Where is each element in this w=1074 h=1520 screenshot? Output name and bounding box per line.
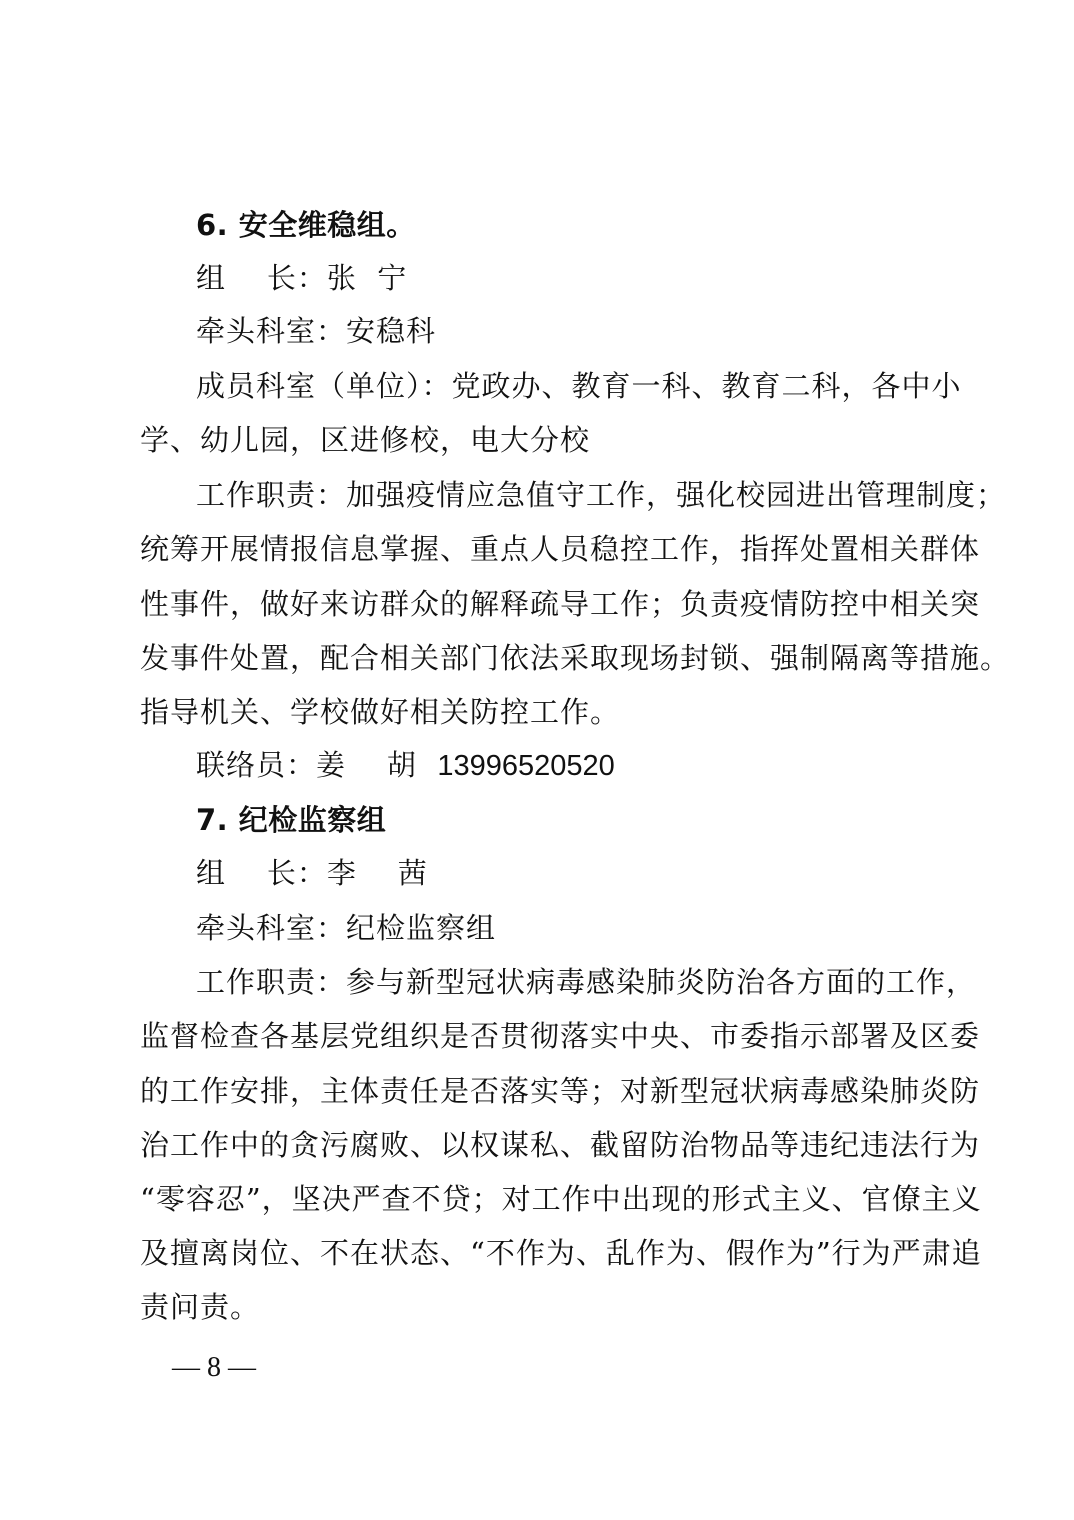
section-6-duties-line-4: 发事件处置，配合相关部门依法采取现场封锁、强制隔离等措施。	[140, 641, 1011, 675]
section-6-members-line-2: 学、幼儿园，区进修校，电大分校	[140, 423, 591, 457]
section-7-duties-line-1: 工作职责：参与新型冠状病毒感染肺炎防治各方面的工作，	[196, 965, 977, 999]
section-7-duties-line-3: 的工作安排，主体责任是否落实等；对新型冠状病毒感染肺炎防	[140, 1074, 981, 1108]
liaison-label: 联络员：姜 胡	[196, 748, 438, 782]
section-6-duties-line-5: 指导机关、学校做好相关防控工作。	[140, 695, 621, 729]
section-7-lead-dept: 牵头科室：纪检监察组	[196, 911, 497, 945]
section-6-lead-dept: 牵头科室：安稳科	[196, 314, 437, 348]
section-7-duties-line-4: 治工作中的贪污腐败、以权谋私、截留防治物品等违纪违法行为	[140, 1128, 981, 1162]
section-6-liaison	[196, 745, 996, 786]
section-6-heading: 6. 安全维稳组。	[196, 208, 416, 242]
liaison-phone: 13996520520	[437, 750, 615, 782]
page-number: — 8 —	[172, 1352, 256, 1383]
section-7-leader: 组 长：李 茜	[196, 856, 428, 890]
section-6-duties-line-2: 统筹开展情报信息掌握、重点人员稳控工作，指挥处置相关群体	[140, 532, 981, 566]
section-7-duties-line-5: “零容忍”，坚决严查不贷；对工作中出现的形式主义、官僚主义	[140, 1182, 982, 1216]
section-7-duties-line-6: 及擅离岗位、不在状态、“不作为、乱作为、假作为”行为严肃追	[140, 1236, 982, 1270]
section-6-duties-line-3: 性事件，做好来访群众的解释疏导工作；负责疫情防控中相关突	[140, 587, 981, 621]
section-7-duties-line-7: 责问责。	[140, 1290, 261, 1324]
section-6-leader: 组 长：张 宁	[196, 261, 408, 295]
section-7-heading: 7. 纪检监察组	[196, 803, 387, 837]
section-7-duties-line-2: 监督检查各基层党组织是否贯彻落实中央、市委指示部署及区委	[140, 1019, 981, 1053]
section-6-members-line-1: 成员科室（单位）：党政办、教育一科、教育二科，各中小	[196, 369, 962, 403]
section-6-duties-line-1: 工作职责：加强疫情应急值守工作，强化校园进出管理制度；	[196, 478, 1007, 512]
